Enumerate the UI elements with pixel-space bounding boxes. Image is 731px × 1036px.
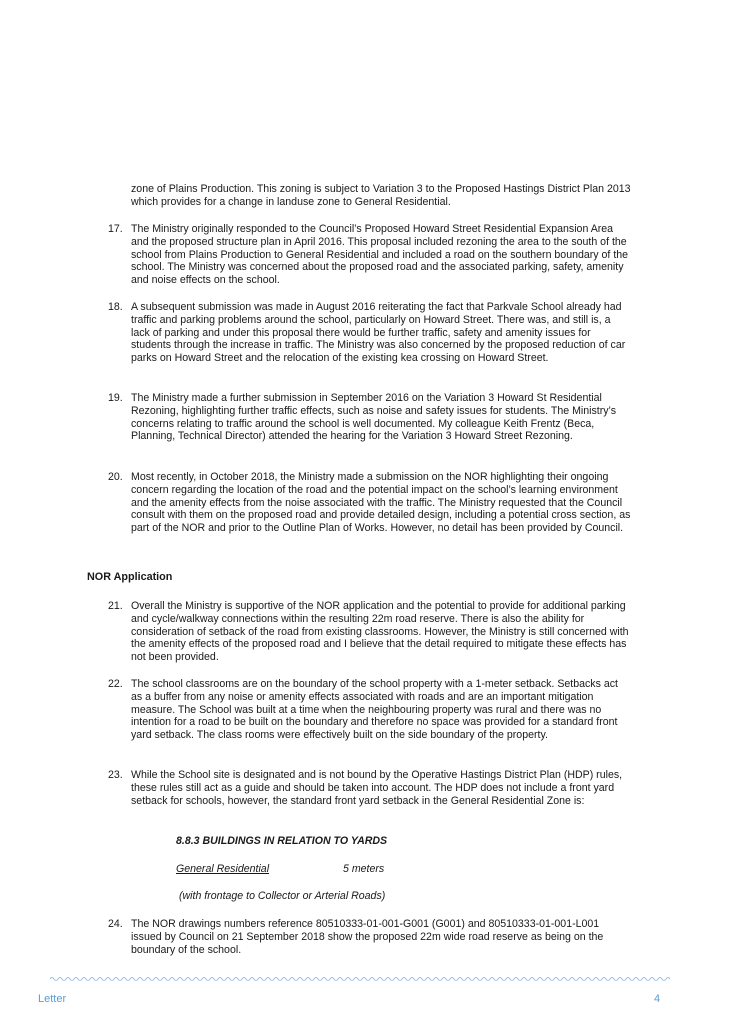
yard-rule-distance: 5 meters: [343, 863, 385, 875]
yard-rule-zone: General Residential: [176, 863, 270, 875]
section-heading: NOR Application: [87, 571, 173, 583]
intro-fragment: zone of Plains Production. This zoning is subject to Variation 3 to the Proposed Hastings District Plan 2013 which provides for a change in landuse zone to General Residential.: [131, 183, 631, 208]
item-22-text: The school classrooms are on the boundary of the school property with a 1-meter setback. Setbacks act as a buffer from any noise or amenity effects associated with roads and are an important mitigation measure. The School was built at a time when the neighbouring property was rural and there was no intention for a road to be built on the boundary and therefore no space was provided for a standard front yard setback. The class rooms were effectively built on the side boundary of the property.: [131, 678, 618, 742]
item-19-number: 19.: [108, 392, 123, 404]
item-20-number: 20.: [108, 471, 123, 483]
footer-wave-divider: [50, 974, 670, 984]
yard-rule-title: 8.8.3 BUILDINGS IN RELATION TO YARDS: [176, 835, 388, 847]
item-23-text: While the School site is designated and is not bound by the Operative Hastings District Plan (HDP) rules, these rules still act as a guide and should be taken into account. The HDP does not include a front yard setback for schools, however, the standard front yard setback in the General Residential Zone is:: [131, 769, 623, 807]
item-17-number: 17.: [108, 223, 123, 235]
item-21-text: Overall the Ministry is supportive of the NOR application and the potential to provide for additional parking and cycle/walkway connections within the resulting 22m road reserve. There is also the ability for consideration of setback of the road from existing classrooms. However, the Ministry is still concerned with the amenity effects of the proposed road and I believe that the detail required to mitigate these effects has not been provided.: [131, 600, 629, 664]
item-17-text: The Ministry originally responded to the Council’s Proposed Howard Street Residential Expansion Area and the proposed structure plan in April 2016. This proposal included rezoning the area to the south of the school from Plains Production to General Residential and included a road on the southern boundary of the school. The Ministry was concerned about the proposed road and the associated parking, safety, amenity and noise effects on the school.: [131, 223, 629, 287]
page-number: 4: [654, 993, 661, 1005]
item-23-number: 23.: [108, 769, 123, 781]
item-22-number: 22.: [108, 678, 123, 690]
item-19-text: The Ministry made a further submission in September 2016 on the Variation 3 Howard St Residential Rezoning, highlighting further traffic effects, such as noise and safety issues for students. The Ministry’s concerns relating to traffic around the school is well documented. My colleague Keith Frentz (Beca, Planning, Technical Director) attended the hearing for the Variation 3 Howard Street Rezoning.: [131, 392, 617, 443]
item-18-text: A subsequent submission was made in August 2016 reiterating the fact that Parkvale School already had traffic and parking problems around the school, particularly on Howard Street. There was, and still is, a lack of parking and under this proposal there would be further traffic, safety and amenity issues for students through the increase in traffic. The Ministry was also concerned by the proposed reduction of car parks on Howard Street and the relocation of the existing kea crossing on Howard Street.: [131, 301, 626, 365]
item-24-number: 24.: [108, 918, 123, 930]
footer-label: Letter: [38, 993, 67, 1005]
item-18-number: 18.: [108, 301, 123, 313]
item-24-text: The NOR drawings numbers reference 80510333-01-001-G001 (G001) and 80510333-01-001-L001 issued by Council on 21 September 2018 show the proposed 22m wide road reserve as being on the boundary of the school.: [131, 918, 604, 956]
item-20-text: Most recently, in October 2018, the Ministry made a submission on the NOR highlighting their ongoing concern regarding the location of the road and the potential impact on the school’s learning environment and the amenity effects from the noise associated with the traffic. The Ministry requested that the Council consult with them on the proposed road and provide detailed design, including a potential cross section, as part of the NOR and prior to the Outline Plan of Works. However, no detail has been provided by Council.: [131, 471, 631, 535]
item-21-number: 21.: [108, 600, 123, 612]
yard-rule-note: (with frontage to Collector or Arterial Roads): [179, 890, 386, 902]
